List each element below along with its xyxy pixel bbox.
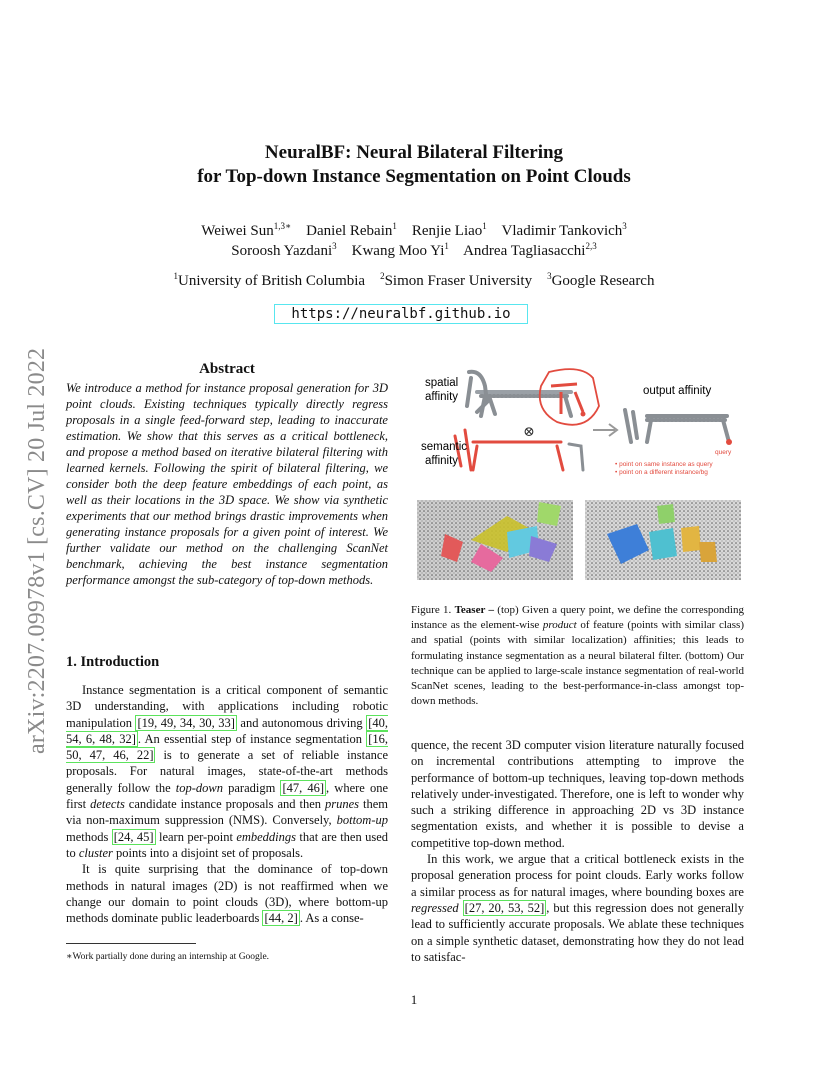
scannet-scene-left <box>417 500 573 580</box>
abstract-body <box>66 380 388 588</box>
footnote: ∗Work partially done during an internship at Google. <box>66 952 270 962</box>
project-url-link[interactable]: https://neuralbf.github.io <box>274 304 528 324</box>
scannet-scene-right <box>585 500 741 580</box>
affiliations: $^1$University of British Columbia $^2$Simon Fraser University $^3$Google Research <box>173 271 655 289</box>
caption-bold: Teaser – <box>454 604 494 616</box>
output-affinity-label: output affinity <box>643 385 712 397</box>
caption-label: Figure 1. <box>411 604 452 616</box>
query-point-marker <box>581 412 586 417</box>
author: Weiwei Sun$^{1,3∗}$ <box>201 221 292 239</box>
author: Andrea Tagliasacchi$^{2,3}$ <box>463 241 597 259</box>
figure-teaser <box>411 366 744 602</box>
output-table-drawing <box>625 410 729 442</box>
caption-italic: product <box>542 619 577 632</box>
footnote-rule <box>66 943 196 944</box>
author: Kwang Moo Yi$^1$ <box>351 241 449 259</box>
spatial-affinity-label: affinity <box>425 391 459 403</box>
query-label: query <box>715 449 732 456</box>
abstract-heading: Abstract <box>199 361 255 377</box>
semantic-table-drawing <box>455 430 583 470</box>
semantic-label: semantic <box>421 441 468 453</box>
caption-text-a: (top) Given a query point, we define the corresponding instance as the element-wise <box>411 604 744 632</box>
output-query-marker <box>726 439 732 445</box>
intro-right-column: quence, the recent 3D computer vision literature naturally focused on incremental contributions attempting to improve the performance of bottom-up techniques, leaving top-down methods relatively under-investigated. Therefore, one is left to wonder why such a striking difference in approaching 2D vs 3D instance segmentation exists, and whether it is possible to devise a competitive top-down method. In this work, we argue that a critical bottleneck exists in the proposal generation process for point clouds. Early works follow a similar process as for natural images, where bounding boxes are regressed [27, 20, 53, 52] , but this regression does not generally lead to sufficiently accurate proposals. We ablate these techniques on a simple synthetic dataset, demonstrating how they do not lead to satisfac- <box>411 738 744 964</box>
arxiv-stamp: arXiv:2207.09978v1 [cs.CV] 20 Jul 2022 <box>23 347 50 754</box>
teaser-diagram <box>411 366 744 602</box>
caption-text-b: of feature (points with similar class) and spatial (points with similar localization) affinities; this leads to formulating instance segmentation as a neural bilateral filter. (bottom) Our technique can be applied to large-scale instance segmentation of real-world ScanNet scenes, leading to the best-performance-in-class amongst top-down methods. <box>411 619 744 708</box>
author: Renjie Liao$^1$ <box>411 221 487 239</box>
legend-same-instance: • point on same instance as query <box>615 461 713 468</box>
page-number: 1 <box>410 992 418 1007</box>
legend-different-instance: • point on a different instance/bg <box>615 469 708 476</box>
paper-title-line2: for Top-down Instance Segmentation on Point Clouds <box>197 166 631 187</box>
author: Vladimir Tankovich$^3$ <box>501 221 627 239</box>
intro-left-column: Instance segmentation is a critical component of semantic 3D understanding, with applications including robotic manipulation [19, 49, 34, 30, 33] and autonomous driving [40, 54, 6, 48, 32] . An essential step of instance segmentation [16, 50, 47, 46, 22] is to generate a set of reliable instance proposals. For natural images, state-of-the-art methods generally follow the top-down paradigm [47, 46] , where one first detects candidate instance proposals and then prunes them via non-maximum suppression (NMS). Conversely, bottom-up methods [24, 45] learn per-point embeddings that are then used to cluster points into a disjoint set of proposals. It is quite surprising that the dominance of top-down methods in natural images (2D) is not reaffirmed when we change our domain to point clouds (3D), where bottom-up methods dominate public leaderboards [44, 2] . As a conse- <box>66 683 389 926</box>
authors-line2 <box>0 236 828 261</box>
product-operator-icon: ⊗ <box>523 425 535 440</box>
spatial-table-drawing <box>467 372 571 416</box>
arrow-right-icon <box>593 424 617 436</box>
spatial-label: spatial <box>425 377 459 389</box>
author: Soroosh Yazdani$^3$ <box>231 241 337 259</box>
author: Daniel Rebain$^1$ <box>306 221 397 239</box>
figure-caption <box>411 603 744 709</box>
abstract-text: We introduce a method for instance proposal generation for 3D point clouds. Existing techniques typically directly regress proposals in a single feed-forward step, leading to inaccurate estimation. We show that this serves as a critical bottleneck, and propose a method based on iterative bilateral filtering with learned kernels. Following the spirit of bilateral filtering, we consider both the deep feature embeddings of each point, as well as their locations in the 3D space. We show via synthetic experiments that our method brings drastic improvements when generating instance proposals for a given point of interest. We further validate our method on the challenging ScanNet benchmark, achieving the best instance segmentation performance amongst the sub-category of top-down methods. <box>66 381 388 587</box>
semantic-affinity-label: affinity <box>425 455 459 467</box>
paper-title-line1: NeuralBF: Neural Bilateral Filtering <box>264 142 564 163</box>
section-heading-introduction: 1. Introduction <box>66 654 160 670</box>
